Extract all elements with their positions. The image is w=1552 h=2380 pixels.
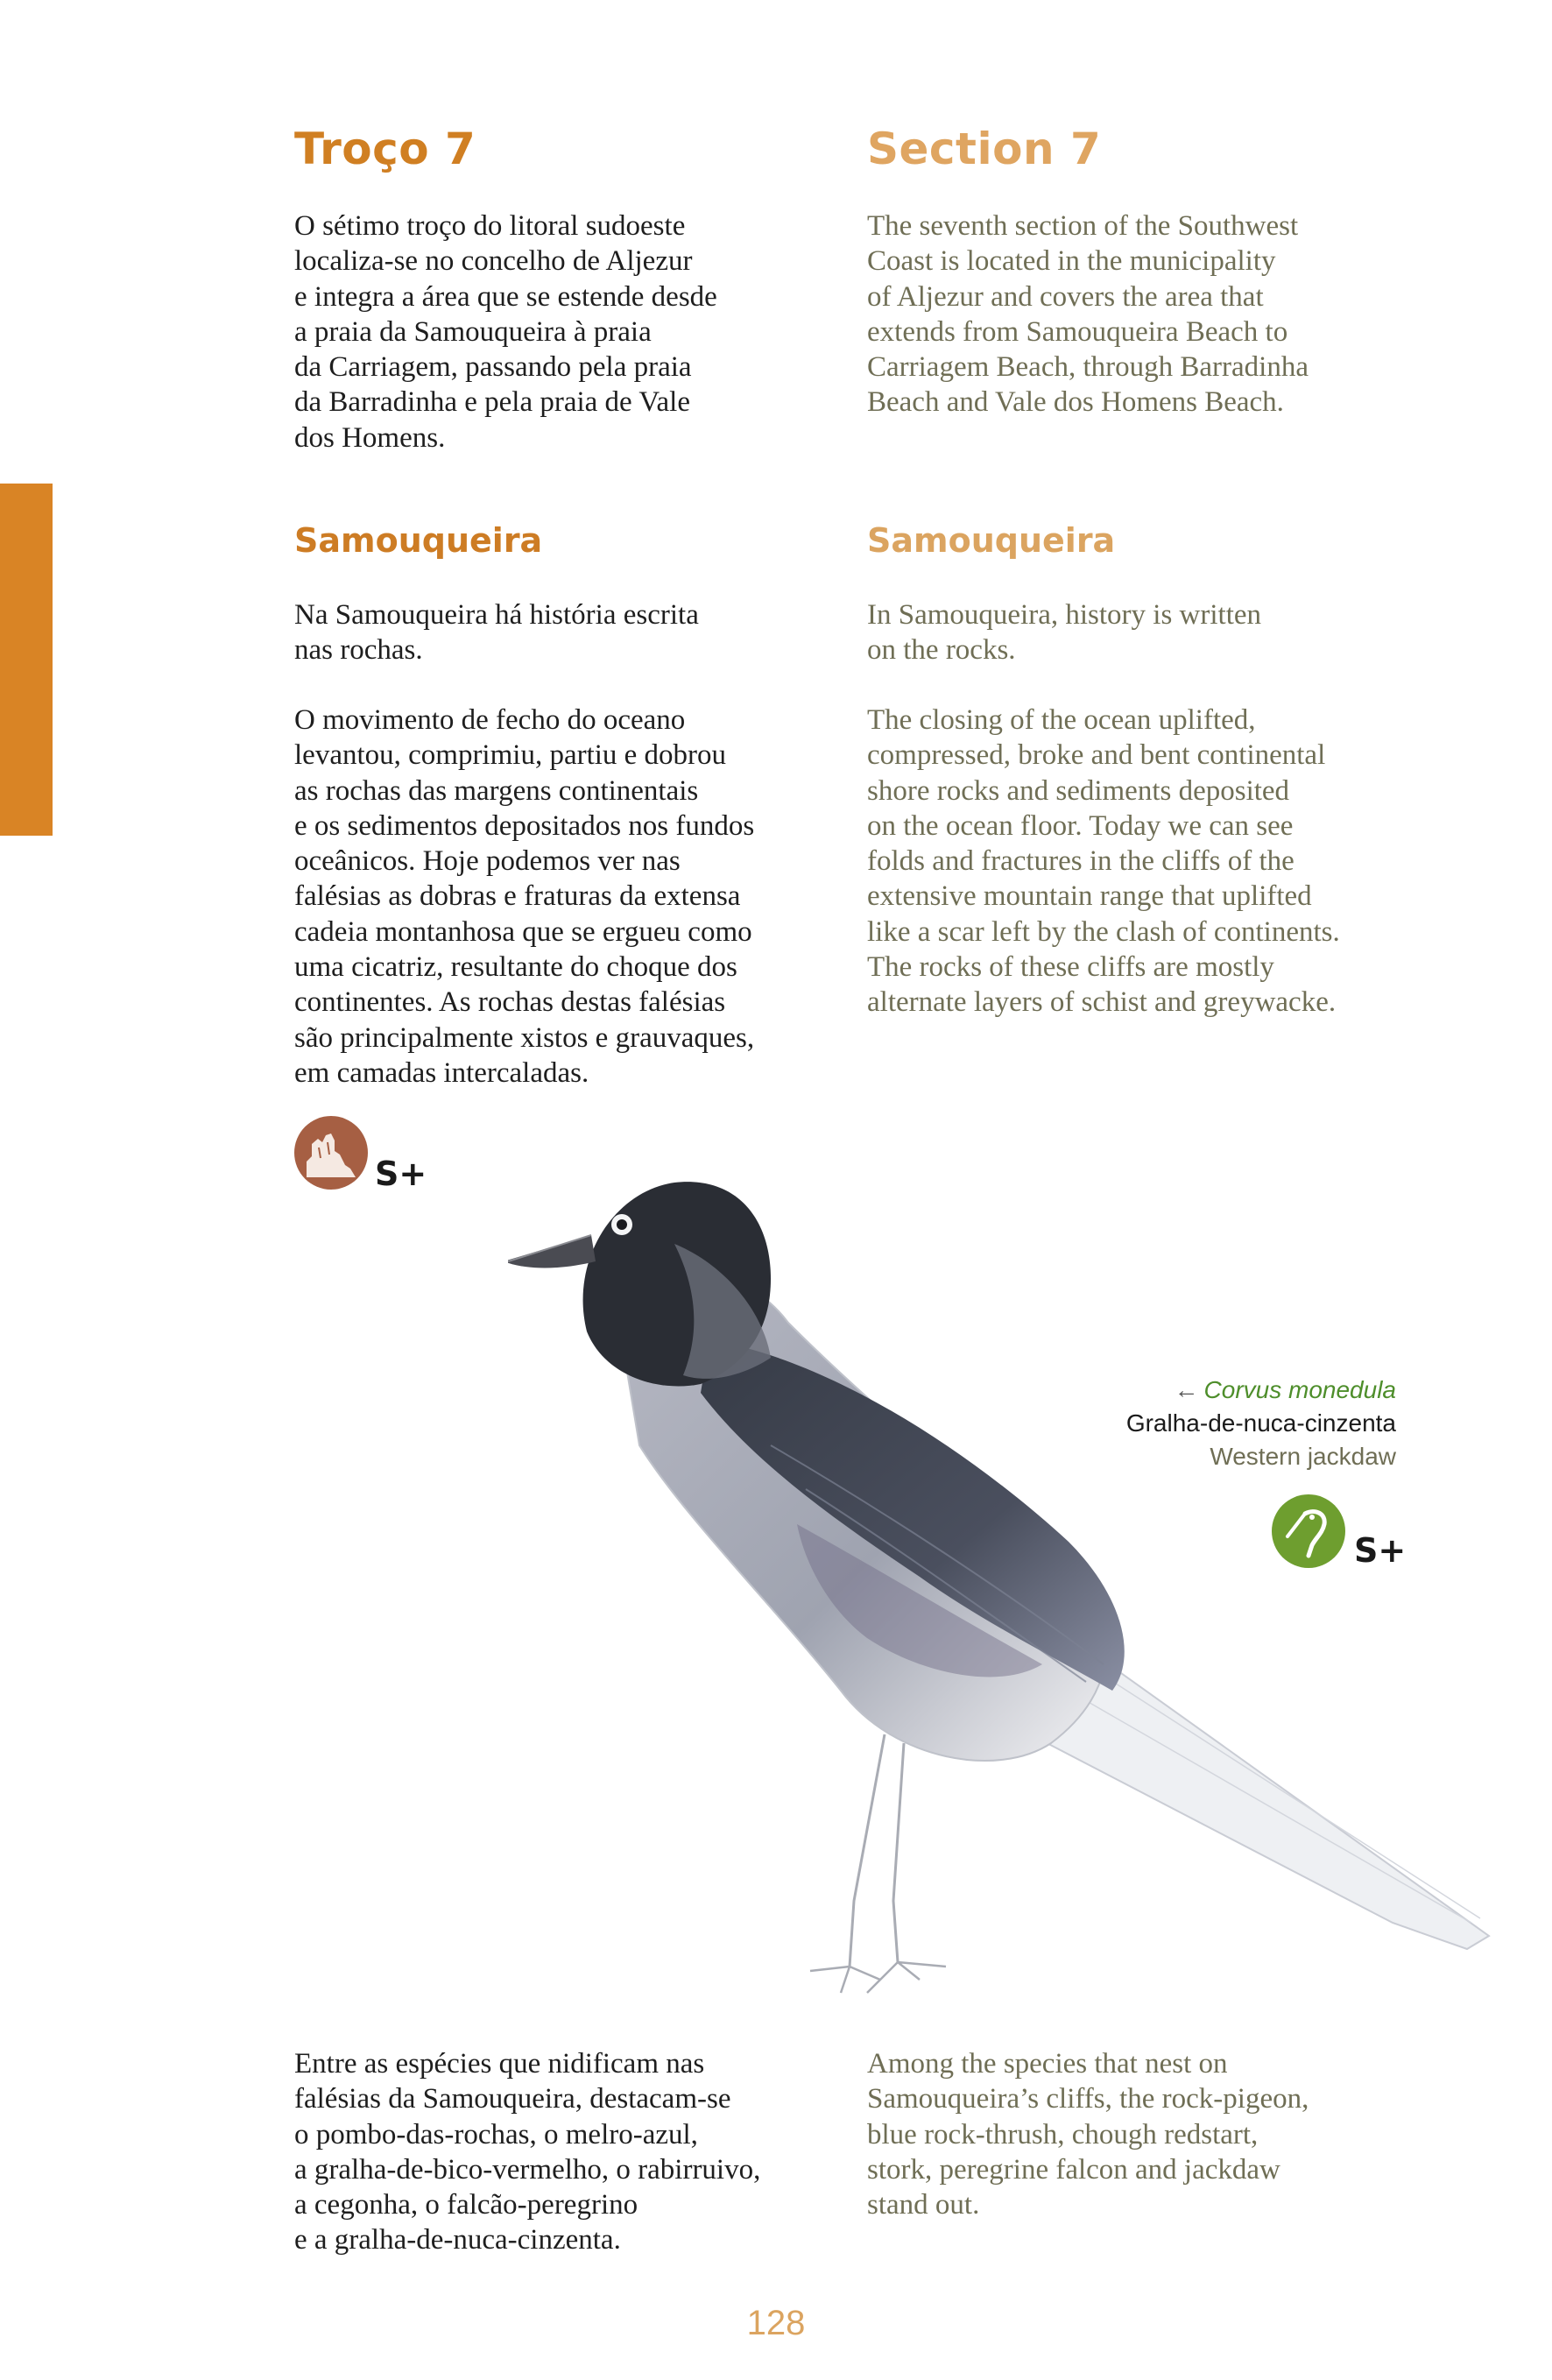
samouqueira-heading-pt: Samouqueira: [294, 521, 543, 560]
page-title-pt: Troço 7: [294, 124, 476, 174]
samouqueira-intro-en: In Samouqueira, history is written on the rocks.: [867, 599, 1262, 667]
species-scientific-name: Corvus monedula: [1203, 1376, 1396, 1403]
species-badge: [1272, 1494, 1345, 1568]
arrow-left-icon: ←: [1174, 1376, 1199, 1403]
intro-paragraph-pt: O sétimo troço do litoral sudoeste localiza-se no concelho de Aljezur e integra a área que se estende desde a praia da Samouqueira à praia da Carriagem, passando pela praia da Barradinha e pela praia de Vale dos Homens.: [294, 210, 717, 454]
page-title-en: Section 7: [867, 124, 1102, 174]
page-number: 128: [746, 2304, 806, 2342]
samouqueira-heading-en: Samouqueira: [867, 521, 1116, 560]
geology-paragraph-pt: O movimento de fecho do oceano levantou, comprimiu, partiu e dobrou as rochas das margens continentais e os sedimentos depositados nos fundos oceânicos. Hoje podemos ver nas falésias as dobras e fraturas da extensa cadeia montanhosa que se ergueu como uma cicatriz, resultante do choque dos continentes. As rochas destas falésias são principalmente xistos e grauvaques, em camadas intercaladas.: [294, 704, 755, 1089]
nesting-paragraph-en: Among the species that nest on Samouqueira’s cliffs, the rock-pigeon, blue rock-thrush, chough redstart, stork, peregrine falcon and jackdaw stand out.: [867, 2048, 1309, 2221]
species-scientific-line: [1126, 1374, 1396, 1407]
geology-badge-label: S+: [375, 1155, 427, 1193]
species-name-en: Western jackdaw: [1210, 1443, 1396, 1470]
intro-paragraph-en: The seventh section of the Southwest Coast is located in the municipality of Aljezur and covers the area that extends from Samouqueira Beach to Carriagem Beach, through Barradinha Beach and Vale dos Homens Beach.: [867, 210, 1309, 419]
samouqueira-intro-pt: Na Samouqueira há história escrita nas rochas.: [294, 599, 699, 667]
cliff-icon: [294, 1116, 368, 1190]
geology-paragraph-en: The closing of the ocean uplifted, compressed, broke and bent continental shore rocks and sediments deposited on the ocean floor. Today we can see folds and fractures in the cliffs of the extensive mountain range that uplifted like a scar left by the clash of continents. The rocks of these cliffs are mostly alternate layers of schist and greywacke.: [867, 704, 1340, 1019]
species-name-pt: Gralha-de-nuca-cinzenta: [1125, 1409, 1396, 1437]
geology-badge: [294, 1116, 368, 1190]
species-badge-label: S+: [1354, 1531, 1407, 1570]
nesting-paragraph-pt: Entre as espécies que nidificam nas falésias da Samouqueira, destacam-se o pombo-das-rochas, o melro-azul, a gralha-de-bico-vermelho, o rabirruivo, a cegonha, o falcão-peregrino e a gralha-de-nuca-cinzenta.: [294, 2048, 761, 2256]
species-caption: [1126, 1374, 1396, 1473]
section-side-tab: [0, 484, 53, 836]
stork-icon: [1272, 1494, 1345, 1568]
jackdaw-illustration: [508, 1130, 1498, 2041]
